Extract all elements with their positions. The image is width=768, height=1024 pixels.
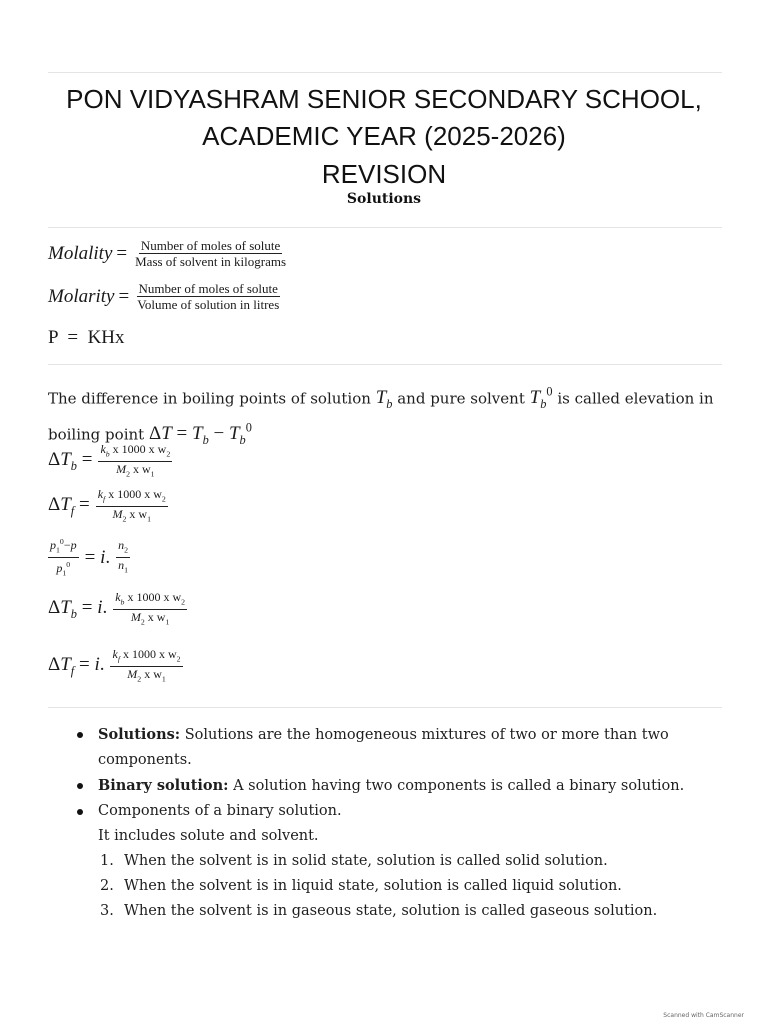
- solutions-definition: Solutions are the homogeneous mixtures of two or more than two components.: [98, 727, 669, 768]
- molarity-numerator: Number of moles of solute: [138, 281, 278, 296]
- divider-2: [48, 364, 722, 365]
- numbered-item: [48, 849, 708, 874]
- delta-tf-vant-hoff-formula: $\Delta T_f = i$. $\frac{k_f x 1000 x w_2}{M_2 x w_1}$: [48, 647, 181, 684]
- school-name: PON VIDYASHRAM SENIOR SECONDARY SCHOOL,: [66, 84, 702, 114]
- binary-solution-term: Binary solution:: [98, 777, 229, 794]
- item-number: 2.: [100, 878, 114, 894]
- binary-solution-definition: A solution having two components is called a binary solution.: [228, 778, 685, 794]
- item-text: When the solvent is in liquid state, solution is called liquid solution.: [124, 878, 622, 894]
- solutions-term: Solutions:: [98, 726, 181, 743]
- numbered-item: [48, 899, 708, 924]
- paragraph-text-1: The difference in boiling points of solution: [48, 389, 371, 408]
- divider-3: [48, 707, 722, 708]
- elevation-paragraph: The difference in boiling points of solution $T_b$ and pure solvent $T_b^0$ is called elevation in boiling point $\Delta T = T_b - T_b^0$: [48, 385, 714, 448]
- components-heading: Components of a binary solution.: [98, 803, 342, 819]
- definitions-list: [48, 722, 708, 924]
- item-text: When the solvent is in gaseous state, solution is called gaseous solution.: [124, 903, 658, 919]
- molality-denominator: Mass of solvent in kilograms: [135, 254, 287, 269]
- item-text: When the solvent is in solid state, solution is called solid solution.: [124, 853, 608, 869]
- molarity-denominator: Volume of solution in litres: [137, 297, 280, 312]
- molality-numerator: Number of moles of solute: [140, 238, 281, 253]
- list-item: [48, 722, 708, 773]
- vapour-pressure-formula: $\frac{p_1^0-p}{p_1^0}$ = i. $\frac{n_2}{n_1}$: [50, 537, 128, 578]
- molarity-formula: Molarity = $\frac{\text{Number of moles of solute}}{\text{Volume of solution in litres}}$: [48, 281, 280, 312]
- delta-tb-vant-hoff-formula: $\Delta T_b = i$. $\frac{k_b x 1000 x w_2}{M_2 x w_1}$: [48, 590, 186, 627]
- bullet-icon: [77, 809, 83, 815]
- list-item: [48, 799, 708, 824]
- scanner-watermark: Scanned with CamScanner: [663, 1012, 744, 1019]
- delta-tf-formula: $\Delta T_f$ = $\frac{k_f x 1000 x w_2}{M_2 x w_1}$: [48, 487, 166, 524]
- delta-tb-formula: $\Delta T_b$ = $\frac{k_b x 1000 x w_2}{M_2 x w_1}$: [48, 442, 171, 479]
- molality-label: Molality: [48, 242, 113, 264]
- item-number: 3.: [100, 903, 114, 919]
- list-item: [48, 773, 708, 799]
- numbered-item: [48, 874, 708, 899]
- revision-title: REVISION: [321, 159, 447, 189]
- bullet-icon: [77, 732, 83, 738]
- paragraph-text-3: is called elevation in boiling point: [48, 389, 714, 444]
- subject-title: Solutions: [346, 191, 422, 207]
- divider-1: [48, 227, 722, 228]
- paragraph-text-2: and pure solvent: [397, 389, 525, 408]
- molarity-label: Molarity: [48, 285, 115, 307]
- academic-year: ACADEMIC YEAR (2025-2026): [202, 121, 566, 151]
- components-note: It includes solute and solvent.: [98, 828, 319, 844]
- molality-formula: Molality = $\frac{\text{Number of moles of solute}}{\text{Mass of solvent in kilograms}}$: [48, 238, 287, 269]
- bullet-icon: [77, 783, 83, 789]
- item-number: 1.: [100, 853, 114, 869]
- top-divider: [48, 72, 722, 73]
- henry-law-formula: P = KHx: [48, 327, 125, 348]
